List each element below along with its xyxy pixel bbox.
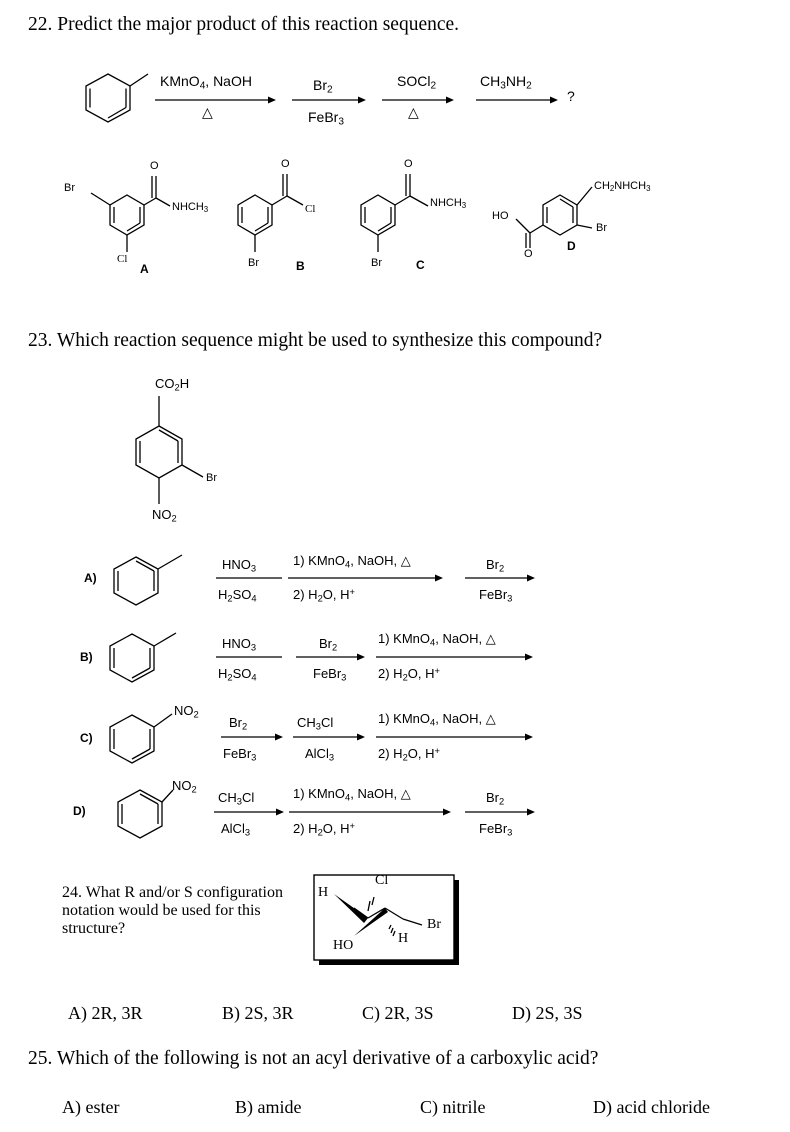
q25-option-a[interactable]: A) ester — [62, 1097, 120, 1117]
q22-a-o: O — [150, 160, 159, 172]
q22-d-ch2nhch3: $CH_2NHCH_3$ — [594, 180, 651, 193]
q22-b-cl: Cl — [305, 203, 316, 215]
q22-step1-reagent: KMnO$_4$, NaOH — [160, 73, 252, 92]
q22-c-br: Br — [371, 257, 382, 269]
q24-atom-h1: H — [318, 885, 329, 900]
q22-arrows — [155, 97, 558, 104]
choice-d-r3-bot: FeBr$_3$ — [479, 821, 513, 838]
q22-a-cl: Cl — [117, 253, 128, 265]
q22-option-b-label[interactable]: B — [296, 259, 305, 273]
choice-c-r1-bot: FeBr$_3$ — [223, 746, 257, 763]
choice-a-r3-top: $Br_2$ — [486, 557, 505, 574]
choice-d-r3-top: $Br_2$ — [486, 790, 505, 807]
q22-b-br: Br — [248, 257, 259, 269]
choice-b-r2-bot: FeBr$_3$ — [313, 666, 347, 683]
q25-option-c[interactable]: C) nitrile — [420, 1097, 486, 1117]
q22-product-unknown: ? — [567, 88, 575, 104]
q24-option-c[interactable]: C) 2R, 3S — [362, 1003, 434, 1023]
q22-c-amide: $NHCH_3$ — [430, 197, 467, 210]
q24-question: 24. What R and/or S configuration notation would be used for this structure? — [62, 884, 283, 937]
q22-step3-heat: △ — [408, 104, 419, 120]
choice-a-label[interactable]: A) — [84, 571, 97, 585]
q22-option-d-structure — [516, 187, 592, 248]
choice-c-r1-top: $Br_2$ — [229, 715, 248, 732]
q23-target-br: Br — [206, 472, 217, 484]
choice-a-r2-bot: 2) $H_2O$, H+ — [293, 586, 355, 604]
choice-d-r2-top: 1) KMnO$_4$, NaOH, △ — [293, 786, 411, 803]
choice-d-r1-bot: AlCl$_3$ — [221, 821, 251, 838]
q22-question: 22. Predict the major product of this reaction sequence. — [28, 14, 460, 35]
q22-d-o: O — [524, 248, 533, 260]
q23-question: 23. Which reaction sequence might be used to synthesize this compound? — [28, 330, 603, 351]
q24-option-a[interactable]: A) 2R, 3R — [68, 1003, 143, 1023]
q22-step2-reagent: $Br_2$ — [313, 77, 333, 96]
q23-target-no2: $NO_2$ — [152, 507, 177, 524]
choice-d-r2-bot: 2) $H_2O$, H+ — [293, 820, 355, 838]
q22-d-br: Br — [596, 222, 607, 234]
q22-option-a-label[interactable]: A — [140, 262, 149, 276]
q24-atom-br: Br — [427, 917, 441, 932]
q22-option-d-label[interactable]: D — [567, 239, 576, 253]
choice-a-r3-bot: FeBr$_3$ — [479, 587, 513, 604]
q23-target-structure — [136, 396, 203, 504]
q22-option-b-structure — [238, 174, 303, 252]
choice-d-r1-top: $CH_3Cl$ — [218, 790, 255, 807]
q22-option-c-structure — [361, 174, 428, 252]
q25-option-d[interactable]: D) acid chloride — [593, 1097, 710, 1117]
choice-b-r3-bot: 2) $H_2O$, H+ — [378, 665, 440, 683]
q22-a-amide: $NHCH_3$ — [172, 201, 209, 214]
q24-atom-cl: Cl — [375, 873, 389, 888]
choice-c-no2: $NO_2$ — [174, 703, 199, 720]
q24-option-d[interactable]: D) 2S, 3S — [512, 1003, 583, 1023]
choice-b-r2-top: $Br_2$ — [319, 636, 338, 653]
q25-question: 25. Which of the following is not an acyl derivative of a carboxylic acid? — [28, 1048, 599, 1069]
q22-option-a-structure — [91, 176, 170, 252]
q22-option-c-label[interactable]: C — [416, 258, 425, 272]
q22-c-o: O — [404, 158, 413, 170]
q22-step1-heat: △ — [202, 104, 213, 120]
q23-target-co2h: $CO_2H$ — [155, 376, 190, 393]
q22-d-ho: HO — [492, 210, 509, 222]
q24-option-b[interactable]: B) 2S, 3R — [222, 1003, 294, 1023]
choice-d-label[interactable]: D) — [73, 804, 86, 818]
q22-step3-reagent: SOCl$_2$ — [397, 73, 437, 92]
q25-option-b[interactable]: B) amide — [235, 1097, 302, 1117]
choice-b-label[interactable]: B) — [80, 650, 93, 664]
q22-toluene-structure — [86, 74, 148, 122]
q22-a-br: Br — [64, 182, 75, 194]
choice-b-r3-top: 1) KMnO$_4$, NaOH, △ — [378, 631, 496, 648]
choice-a-r2-top: 1) KMnO$_4$, NaOH, △ — [293, 553, 411, 570]
choice-c-r2-bot: AlCl$_3$ — [305, 746, 335, 763]
q24-atom-ho: HO — [333, 938, 354, 953]
choice-c-label[interactable]: C) — [80, 731, 93, 745]
q22-step4-reagent: $CH_3NH_2$ — [480, 73, 532, 92]
choice-a-r1-top: $HNO_3$ — [222, 557, 257, 574]
choice-b-r1-bot: $H_2SO_4$ — [218, 666, 257, 683]
choice-d-no2: $NO_2$ — [172, 778, 197, 795]
q22-step2-catalyst: FeBr$_3$ — [308, 109, 344, 128]
choice-c-r2-top: $CH_3Cl$ — [297, 715, 334, 732]
choice-c-r3-top: 1) KMnO$_4$, NaOH, △ — [378, 711, 496, 728]
q24-atom-h2: H — [398, 931, 409, 946]
choice-b-r1-top: $HNO_3$ — [222, 636, 257, 653]
q22-b-o: O — [281, 158, 290, 170]
choice-c-r3-bot: 2) $H_2O$, H+ — [378, 745, 440, 763]
choice-a-r1-bot: $H_2SO_4$ — [218, 587, 257, 604]
